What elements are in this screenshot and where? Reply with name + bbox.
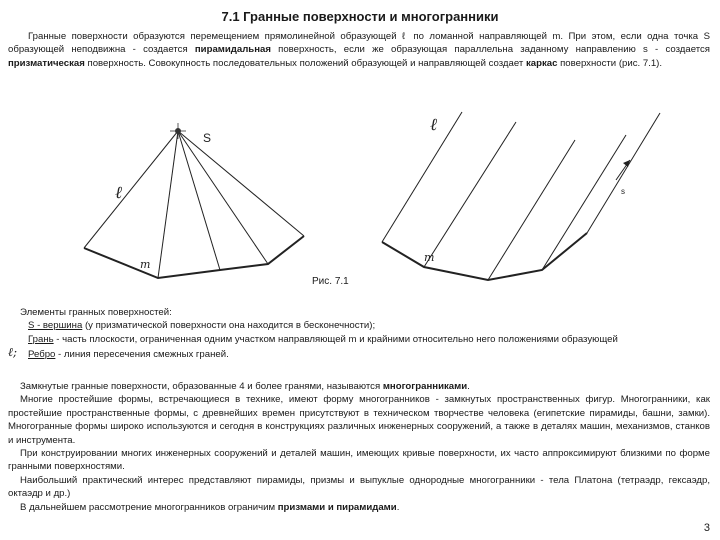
body-paragraph-5 <box>8 501 710 514</box>
body-paragraph-4: Наибольший практический интерес представляют пирамиды, призмы и выпуклые однородные многогранники - тела Платона (тетраэдр, гексаэдр, октаэдр и др.) <box>8 474 710 500</box>
intro-text-1: Гранные поверхности образуются перемещением прямолинейной образующей ℓ по ломанной направляющей m. При этом, если одна точка S образующей неподвижна - создается <box>8 31 710 56</box>
pyramid-generator-2 <box>158 131 178 278</box>
term-edge: Ребро <box>28 348 56 360</box>
term-pyramidal: пирамидальная <box>194 44 271 56</box>
element-edge <box>8 348 710 361</box>
body-paragraph-2: Многие простейшие формы, встречающиеся в технике, имеют форму многогранников - замкнутых пространственных фигур. Многогранники, как простейшие пространственные формы, с древнейших времен присутствуют в техническом творчестве человека (египетские пирамиды, башни, замки). Многогранные формы широко используются и сегодня в конструкциях различных инженерных сооружений, а также в деталях машин, механизмов, станков и инструмента. <box>8 394 710 446</box>
label-m-left: m <box>140 258 151 271</box>
prism-directrix-m <box>382 233 587 280</box>
intro-text-3: поверхность. Совокупность последовательных положений образующей и направляющей создает <box>84 57 526 69</box>
vertex-s-point <box>170 123 186 139</box>
pyramid-generator-4 <box>178 131 268 264</box>
body-p5-text: В дальнейшем рассмотрение многогранников ограничим <box>20 501 278 513</box>
term-polyhedra: многогранниками <box>382 381 468 392</box>
pyramid-generator-3 <box>178 131 220 270</box>
label-l-right: ℓ <box>430 115 438 135</box>
figure-7-1 <box>70 100 670 290</box>
label-m-right: m <box>424 251 435 264</box>
prism-generator-3 <box>488 140 575 280</box>
prism-generator-4 <box>542 135 626 270</box>
element-vertex <box>8 319 710 332</box>
intro-text-4: поверхности (рис. 7.1). <box>557 57 663 69</box>
prism-generator-1 <box>382 112 462 242</box>
figure-caption: Рис. 7.1 <box>312 276 349 287</box>
term-face: Грань <box>28 333 54 345</box>
direction-s <box>616 160 630 180</box>
body-paragraph-1 <box>8 380 710 393</box>
element-face <box>8 333 710 346</box>
body-p1-text: Замкнутые гранные поверхности, образованные 4 и более гранями, называются <box>20 381 383 392</box>
label-s-direction: s <box>621 187 625 196</box>
body-p1-end: . <box>467 381 470 392</box>
elements-section <box>8 306 710 361</box>
body-p5-end: . <box>396 501 400 513</box>
pyramidal-surface <box>84 131 304 278</box>
prism-generator-5 <box>587 113 660 233</box>
label-l-left: ℓ <box>115 183 123 203</box>
figure-drawing <box>70 100 670 290</box>
body-section <box>8 380 710 514</box>
page-title: 7.1 Гранные поверхности и многогранники <box>221 9 499 24</box>
label-s-vertex: S <box>203 131 212 145</box>
face-tail-symbol: ℓ; <box>8 345 18 360</box>
direction-s-arrowhead <box>623 160 630 167</box>
intro-paragraph <box>8 30 710 70</box>
body-paragraph-3: При конструировании многих инженерных сооружений и деталей машин, имеющих кривые поверхности, их часто аппроксимируют близкими по форме гранными поверхностями. <box>8 448 710 473</box>
term-prisms-pyramids: призмами и пирамидами <box>277 501 397 513</box>
term-vertex: S - вершина <box>28 320 83 332</box>
prism-generator-2 <box>424 122 516 267</box>
page-number: 3 <box>703 522 710 534</box>
edge-description: - линия пересечения смежных граней. <box>55 348 229 360</box>
face-description: - часть плоскости, ограниченная одним участком направляющей m и крайними относительно него положениями образующей <box>53 333 618 345</box>
pyramid-directrix-m <box>84 236 304 278</box>
term-prismatic: призматическая <box>8 57 85 69</box>
term-frame: каркас <box>525 57 558 69</box>
vertex-description: (у призматической поверхности она находится в бесконечности); <box>82 320 376 332</box>
intro-text-2: поверхность, если же образующая параллельна заданному направлению s - создается <box>270 44 710 56</box>
pyramid-generator-5 <box>178 131 304 236</box>
elements-heading: Элементы гранных поверхностей: <box>20 307 172 318</box>
pyramid-generator-1 <box>84 131 178 248</box>
